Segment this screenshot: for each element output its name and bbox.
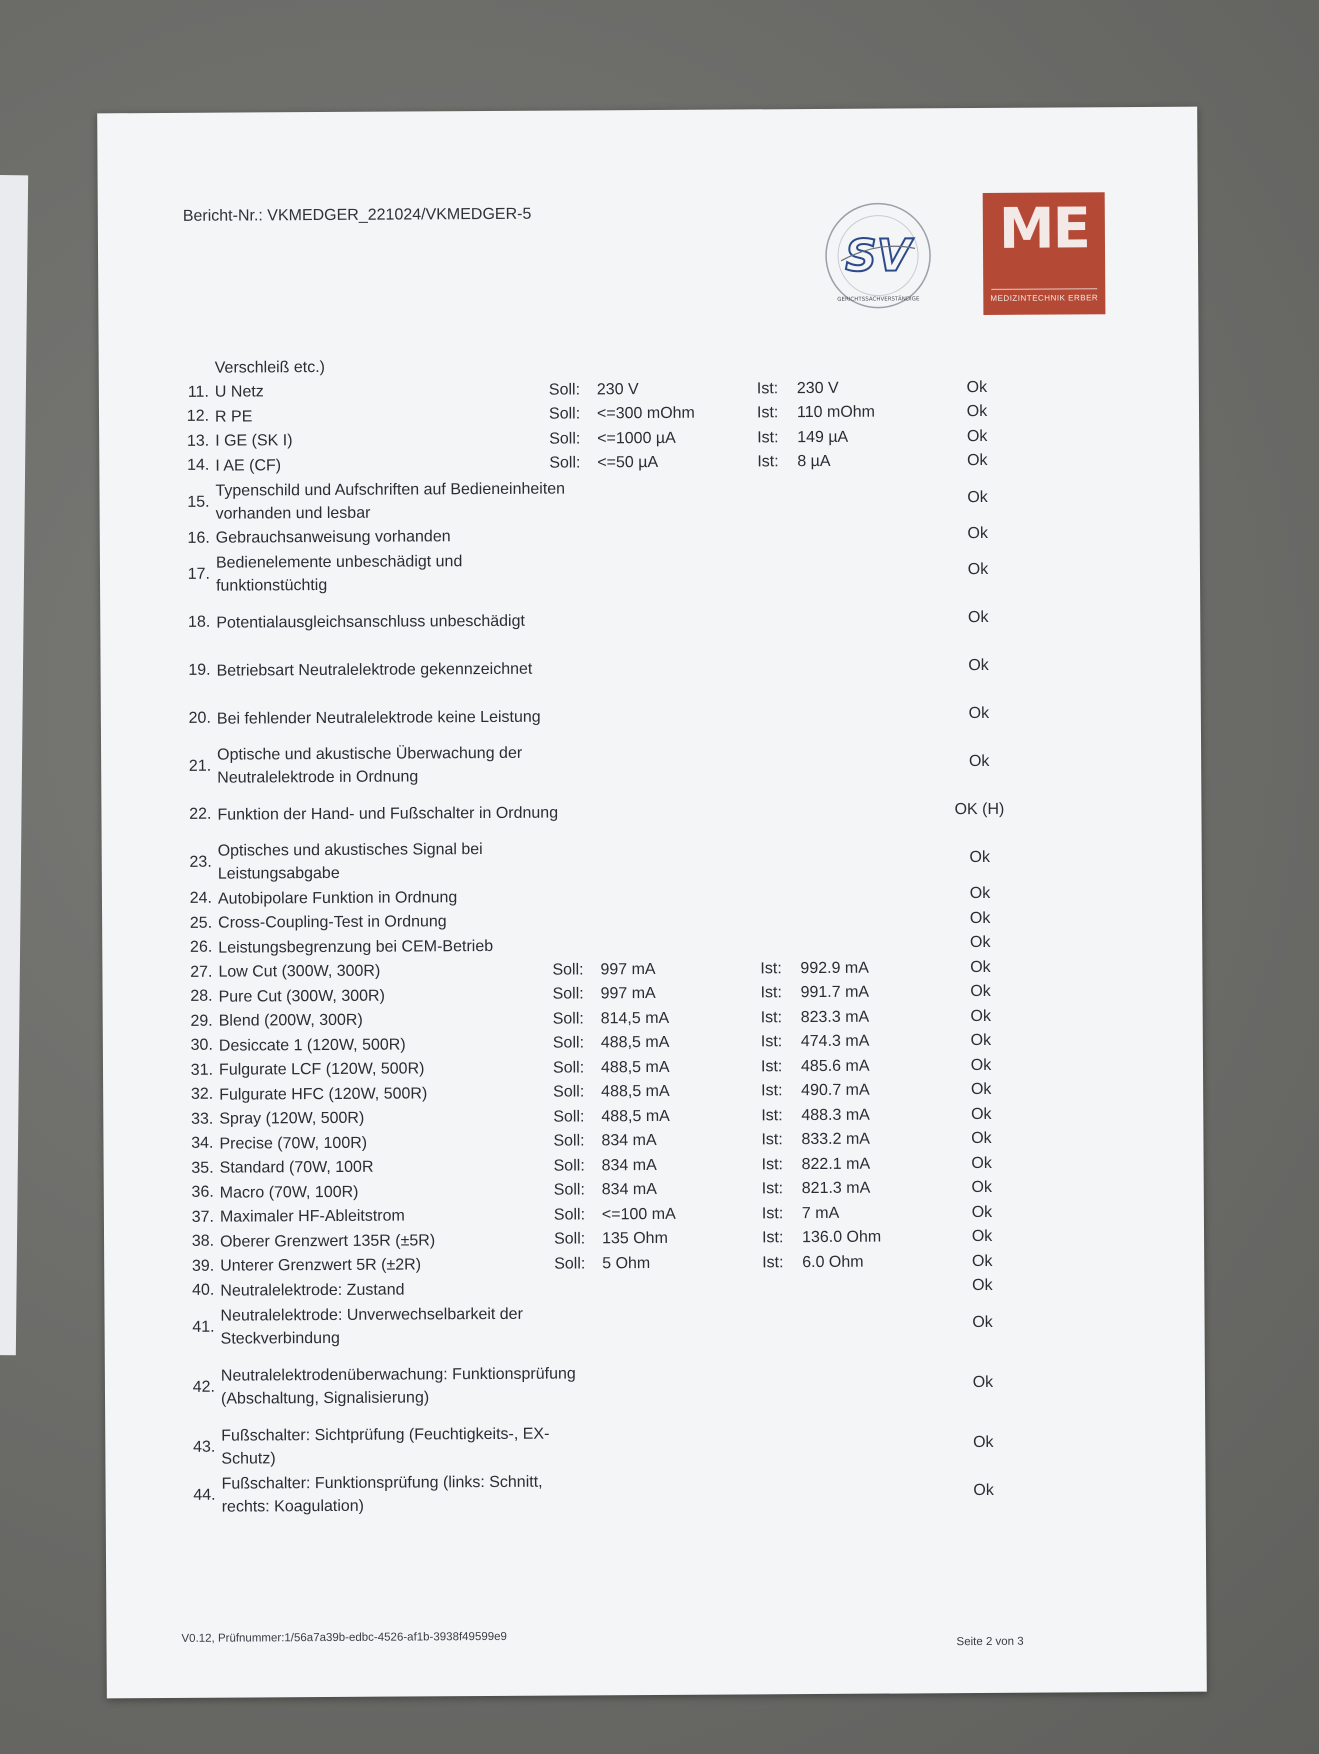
result-value: Ok — [972, 1277, 993, 1295]
row-label: Macro (70W, 100R) — [219, 1183, 359, 1202]
row-number: 33. — [191, 1110, 214, 1128]
result-value: OK (H) — [954, 800, 1005, 819]
row-label: Bedienelemente unbeschädigt und funktionstüchtig — [215, 553, 463, 595]
ist-value: 823.3 mA — [800, 1008, 870, 1026]
table-row — [169, 473, 1129, 527]
soll-value: 997 mA — [600, 985, 656, 1003]
soll-key: Soll: — [554, 1255, 586, 1273]
result-value: Ok — [967, 608, 989, 627]
row-label: Precise (70W, 100R) — [219, 1134, 368, 1153]
ist-value: 822.1 mA — [801, 1155, 871, 1173]
row-number: 30. — [190, 1036, 213, 1055]
row-number: 14. — [187, 456, 210, 475]
row-number: 31. — [190, 1061, 214, 1079]
ist-value: 474.3 mA — [800, 1032, 870, 1051]
result-value: Ok — [969, 909, 991, 927]
table-row — [174, 1298, 1134, 1352]
result-value: Ok — [971, 1228, 993, 1246]
ist-key: Ist: — [761, 1131, 783, 1149]
result-value: Ok — [970, 1056, 992, 1074]
ist-value: 110 mOhm — [796, 403, 876, 422]
soll-value: <=1000 µA — [597, 429, 676, 448]
row-label: Autobipolare Funktion in Ordnung — [217, 888, 458, 908]
result-value: Ok — [971, 1252, 993, 1270]
ist-value: 485.6 mA — [800, 1057, 870, 1075]
soll-value: 230 V — [596, 380, 639, 399]
row-number: 15. — [187, 493, 210, 511]
table-row — [170, 545, 1130, 599]
row-label: Cross-Coupling-Test in Ordnung — [218, 913, 447, 932]
row-number: 22. — [189, 805, 212, 823]
ist-value: 136.0 Ohm — [801, 1228, 882, 1247]
row-number: 28. — [190, 987, 213, 1006]
soll-key: Soll: — [549, 430, 581, 448]
ist-value: 992.9 mA — [800, 959, 869, 977]
row-number: 19. — [188, 661, 211, 679]
me-logo-subtitle: MEDIZINTECHNIK ERBER — [990, 293, 1099, 303]
row-label: Neutralelektrode: Unverwechselbarkeit der Steckverbindung — [220, 1305, 523, 1348]
soll-value: 488,5 mA — [600, 1058, 670, 1077]
row-label: I GE (SK I) — [215, 432, 293, 450]
table-row — [171, 785, 1131, 839]
row-number: 12. — [186, 407, 210, 426]
result-value: Ok — [971, 1130, 992, 1148]
row-label: R PE — [214, 408, 253, 426]
ist-key: Ist: — [761, 1204, 784, 1223]
soll-key: Soll: — [549, 454, 581, 472]
result-value: Ok — [971, 1179, 993, 1197]
sv-logo-letters: SV — [845, 230, 912, 282]
result-value: Ok — [973, 1481, 994, 1499]
ist-key: Ist: — [757, 453, 779, 471]
ist-value: 149 µA — [797, 428, 849, 446]
result-value: Ok — [971, 1154, 992, 1172]
row-number: 24. — [189, 889, 213, 908]
row-number: 26. — [189, 938, 213, 957]
soll-value: 814,5 mA — [600, 1009, 670, 1028]
row-label: Unterer Grenzwert 5R (±2R) — [220, 1256, 422, 1275]
ist-value: 490.7 mA — [801, 1081, 870, 1100]
result-value: Ok — [969, 848, 991, 867]
result-value: Ok — [969, 885, 991, 903]
soll-value: 834 mA — [601, 1156, 657, 1175]
test-results-table — [169, 350, 1136, 1519]
row-label: U Netz — [214, 383, 264, 401]
ist-key: Ist: — [761, 1106, 783, 1125]
row-label: Pure Cut (300W, 300R) — [218, 987, 385, 1006]
soll-key: Soll: — [553, 1157, 585, 1175]
row-label: Gebrauchsanweisung vorhanden — [215, 528, 451, 547]
soll-key: Soll: — [552, 1034, 585, 1052]
row-number: 17. — [187, 565, 211, 583]
soll-key: Soll: — [553, 1181, 585, 1199]
row-label: Neutralelektrode: Zustand — [220, 1281, 405, 1300]
result-value: Ok — [968, 656, 989, 675]
result-value: Ok — [966, 403, 988, 421]
result-value: Ok — [966, 427, 988, 445]
ist-key: Ist: — [760, 1033, 783, 1051]
soll-key: Soll: — [552, 961, 584, 979]
ist-value: 6.0 Ohm — [802, 1253, 864, 1271]
table-row — [170, 641, 1130, 695]
ist-key: Ist: — [760, 984, 782, 1002]
adjacent-sheet-edge — [0, 175, 28, 1356]
row-label: Fußschalter: Funktionsprüfung (links: Schnitt, rechts: Koagulation) — [221, 1473, 543, 1516]
row-number: 18. — [187, 613, 211, 631]
soll-key: Soll: — [553, 1132, 585, 1150]
row-label: Bei fehlender Neutralelektrode keine Leistung — [216, 708, 541, 728]
soll-value: 488,5 mA — [601, 1107, 670, 1126]
result-value: Ok — [967, 560, 989, 579]
row-label: Optisches und akustisches Signal bei Leistungsabgabe — [217, 841, 483, 883]
result-value: Ok — [971, 1105, 992, 1123]
row-number: 27. — [190, 963, 213, 981]
ist-key: Ist: — [760, 1057, 783, 1076]
result-value: Ok — [968, 704, 990, 723]
soll-value: 5 Ohm — [602, 1254, 651, 1273]
row-label: Typenschild und Aufschriften auf Bedieneinheiten vorhanden und lesbar — [215, 480, 566, 523]
ist-value: 991.7 mA — [800, 983, 870, 1002]
soll-key: Soll: — [548, 381, 581, 399]
ist-key: Ist: — [756, 404, 779, 422]
ist-key: Ist: — [762, 1253, 784, 1272]
ist-key: Ist: — [760, 1008, 783, 1027]
soll-key: Soll: — [554, 1230, 586, 1248]
ist-value: 8 µA — [797, 453, 831, 471]
ist-key: Ist: — [757, 428, 779, 447]
ist-key: Ist: — [761, 1155, 783, 1174]
row-label: Verschleiß etc.) — [214, 358, 326, 377]
table-row — [175, 1346, 1135, 1424]
ist-value: 488.3 mA — [801, 1106, 870, 1124]
row-number: 13. — [186, 432, 210, 450]
row-label: Fulgurate HFC (120W, 500R) — [219, 1085, 428, 1104]
row-label: Fulgurate LCF (120W, 500R) — [218, 1060, 425, 1079]
soll-key: Soll: — [552, 1059, 585, 1077]
result-value: Ok — [970, 1007, 991, 1025]
table-row — [175, 1466, 1135, 1520]
table-row — [171, 737, 1131, 791]
table-row — [175, 1418, 1135, 1472]
row-number: 29. — [190, 1012, 213, 1030]
ist-key: Ist: — [756, 379, 779, 398]
result-value: Ok — [973, 1433, 994, 1451]
soll-key: Soll: — [553, 1108, 585, 1126]
soll-value: <=50 µA — [597, 454, 659, 472]
row-number: 39. — [191, 1257, 215, 1275]
ist-value: 230 V — [796, 379, 839, 397]
result-value: Ok — [966, 378, 988, 396]
row-number: 40. — [192, 1281, 215, 1300]
soll-key: Soll: — [552, 985, 584, 1003]
row-label: Spray (120W, 500R) — [219, 1110, 365, 1128]
row-number: 25. — [189, 914, 213, 932]
row-label: Betriebsart Neutralelektrode gekennzeichnet — [216, 660, 533, 680]
table-row — [171, 689, 1131, 743]
report-page — [97, 107, 1207, 1699]
soll-value: 997 mA — [600, 960, 656, 979]
row-label: Blend (200W, 300R) — [218, 1012, 363, 1030]
me-logo-rule — [991, 288, 1097, 290]
ist-key: Ist: — [761, 1180, 784, 1198]
ist-key: Ist: — [761, 1082, 783, 1100]
row-number: 42. — [192, 1378, 216, 1396]
soll-key: Soll: — [553, 1206, 586, 1224]
footer-page-number: Seite 2 von 3 — [956, 1635, 1024, 1649]
row-label: I AE (CF) — [215, 457, 282, 475]
soll-key: Soll: — [553, 1083, 585, 1101]
row-label: Fußschalter: Sichtprüfung (Feuchtigkeits-, EX-Schutz) — [221, 1425, 550, 1468]
row-label: Standard (70W, 100R — [219, 1158, 374, 1177]
row-number: 44. — [193, 1486, 216, 1504]
row-number: 23. — [189, 853, 212, 871]
result-value: Ok — [967, 488, 988, 506]
ist-key: Ist: — [760, 959, 782, 978]
report-number: Bericht-Nr.: VKMEDGER_221024/VKMEDGER-5 — [182, 205, 532, 225]
row-number: 21. — [188, 757, 212, 775]
me-logo-letters: ME — [998, 196, 1090, 262]
result-value: Ok — [971, 1203, 993, 1221]
soll-key: Soll: — [552, 1010, 584, 1028]
result-value: Ok — [967, 524, 989, 542]
ist-value: 7 mA — [801, 1204, 840, 1222]
result-value: Ok — [970, 958, 991, 976]
result-value: Ok — [972, 1313, 993, 1331]
result-value: Ok — [968, 752, 990, 771]
soll-value: <=300 mOhm — [596, 404, 695, 423]
ist-value: 821.3 mA — [801, 1179, 871, 1198]
row-number: 43. — [193, 1438, 216, 1456]
result-value: Ok — [969, 934, 991, 952]
me-logo — [983, 192, 1106, 315]
ist-key: Ist: — [762, 1229, 784, 1247]
row-number: 34. — [191, 1134, 214, 1153]
row-label: Low Cut (300W, 300R) — [218, 962, 381, 981]
soll-value: 488,5 mA — [600, 1034, 670, 1052]
row-label: Maximaler HF-Ableitstrom — [219, 1207, 405, 1226]
ist-value: 833.2 mA — [801, 1130, 870, 1149]
result-value: Ok — [970, 1032, 992, 1050]
sv-logo — [823, 200, 934, 311]
row-number: 36. — [191, 1183, 214, 1202]
row-number: 16. — [187, 529, 210, 547]
result-value: Ok — [967, 452, 988, 470]
soll-value: 488,5 mA — [601, 1083, 670, 1101]
soll-value: <=100 mA — [601, 1205, 676, 1224]
row-label: Potentialausgleichsanschluss unbeschädigt — [216, 612, 525, 632]
result-value: Ok — [970, 983, 991, 1001]
row-label: Funktion der Hand- und Fußschalter in Ordnung — [217, 804, 559, 824]
row-number: 38. — [191, 1232, 215, 1251]
row-number: 20. — [188, 709, 211, 727]
row-label: Oberer Grenzwert 135R (±5R) — [220, 1232, 436, 1251]
soll-key: Soll: — [548, 405, 581, 423]
row-label: Neutralelektrodenüberwachung: Funktionsprüfung (Abschaltung, Signalisierung) — [220, 1364, 576, 1408]
footer-version: V0.12, Prüfnummer:1/56a7a39b-edbc-4526-af1b-3938f49599e9 — [181, 1630, 507, 1645]
soll-value: 135 Ohm — [602, 1230, 668, 1248]
row-label: Leistungsbegrenzung bei CEM-Betrieb — [218, 937, 494, 957]
row-label: Optische und akustische Überwachung der Neutralelektrode in Ordnung — [217, 744, 523, 787]
table-row — [170, 593, 1130, 647]
table-row — [172, 833, 1132, 887]
sv-logo-ring-text: GERICHTSSACHVERSTÄNDIGE — [837, 296, 920, 303]
row-label: Desiccate 1 (120W, 500R) — [218, 1036, 406, 1055]
row-number: 11. — [187, 383, 209, 401]
row-number: 41. — [192, 1318, 215, 1336]
row-number: 32. — [190, 1085, 214, 1104]
soll-value: 834 mA — [601, 1181, 657, 1199]
soll-value: 834 mA — [601, 1132, 657, 1150]
result-value: Ok — [972, 1373, 994, 1391]
row-number: 37. — [191, 1208, 214, 1226]
row-number: 35. — [191, 1159, 214, 1177]
result-value: Ok — [970, 1081, 992, 1099]
